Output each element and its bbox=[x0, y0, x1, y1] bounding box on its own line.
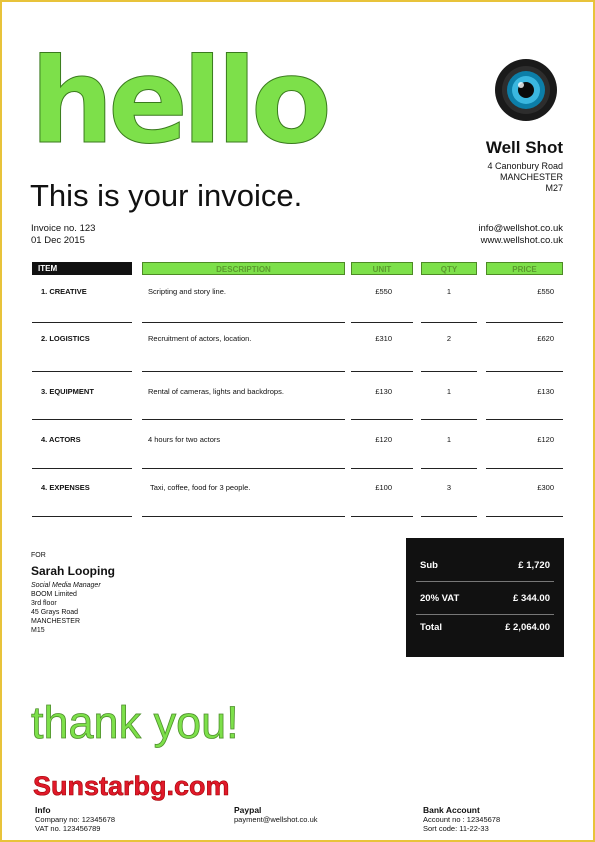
row-divider bbox=[486, 371, 563, 372]
footer-paypal-heading: Paypal bbox=[234, 805, 262, 815]
row-item: 4. EXPENSES bbox=[41, 483, 90, 492]
company-address-line: 4 Canonbury Road bbox=[487, 161, 563, 171]
invoice-number: Invoice no. 123 bbox=[31, 223, 96, 234]
row-unit: £130 bbox=[375, 387, 392, 396]
row-price: £620 bbox=[537, 334, 554, 343]
header-unit: UNIT bbox=[351, 262, 413, 275]
row-qty: 1 bbox=[446, 387, 452, 396]
footer-bank bbox=[423, 806, 500, 833]
row-price: £120 bbox=[537, 435, 554, 444]
header-qty: QTY bbox=[421, 262, 477, 275]
row-divider bbox=[421, 322, 477, 323]
watermark: Sunstarbg.com bbox=[33, 771, 230, 801]
row-divider bbox=[351, 516, 413, 517]
company-contact bbox=[478, 223, 563, 247]
company-website[interactable]: www.wellshot.co.uk bbox=[480, 235, 563, 246]
row-divider bbox=[421, 419, 477, 420]
row-divider bbox=[486, 516, 563, 517]
company-address bbox=[486, 161, 563, 194]
footer-bank-heading: Bank Account bbox=[423, 805, 480, 815]
footer-bank-line: Sort code: 11-22-33 bbox=[423, 824, 489, 833]
row-divider bbox=[421, 468, 477, 469]
row-description: 4 hours for two actors bbox=[148, 435, 221, 444]
client-address-line: MANCHESTER bbox=[31, 618, 81, 625]
row-divider bbox=[142, 516, 345, 517]
header-description: DESCRIPTION bbox=[142, 262, 345, 275]
footer-info bbox=[35, 806, 115, 833]
row-divider bbox=[32, 322, 132, 323]
row-description: Rental of cameras, lights and backdrops. bbox=[148, 387, 284, 396]
footer-info-heading: Info bbox=[35, 805, 51, 815]
invoice-subtitle: This is your invoice. bbox=[30, 178, 303, 213]
row-qty: 1 bbox=[446, 435, 452, 444]
row-divider bbox=[142, 468, 345, 469]
client-address-line: BOOM Limited bbox=[31, 591, 77, 598]
client-name: Sarah Looping bbox=[31, 564, 115, 578]
row-divider bbox=[351, 468, 413, 469]
subtotal-label: Sub bbox=[420, 560, 438, 571]
row-qty: 3 bbox=[446, 483, 452, 492]
totals-divider bbox=[416, 581, 554, 582]
vat-value: £ 344.00 bbox=[513, 593, 550, 604]
row-divider bbox=[351, 371, 413, 372]
row-item: 3. EQUIPMENT bbox=[41, 387, 94, 396]
row-description: Recruitment of actors, location. bbox=[148, 334, 252, 343]
row-qty: 2 bbox=[446, 334, 452, 343]
camera-lens-icon bbox=[494, 58, 558, 122]
row-divider bbox=[32, 516, 132, 517]
row-item: 4. ACTORS bbox=[41, 435, 81, 444]
row-divider bbox=[142, 419, 345, 420]
row-price: £300 bbox=[537, 483, 554, 492]
row-divider bbox=[142, 322, 345, 323]
client-address-line: 45 Grays Road bbox=[31, 609, 79, 616]
invoice-meta bbox=[31, 223, 95, 247]
company-address-line: M27 bbox=[545, 183, 563, 193]
row-divider bbox=[486, 419, 563, 420]
header-item: ITEM bbox=[32, 262, 132, 275]
client-block bbox=[31, 552, 115, 635]
subtotal-value: £ 1,720 bbox=[518, 560, 550, 571]
row-unit: £120 bbox=[375, 435, 392, 444]
vat-row bbox=[420, 593, 550, 604]
row-divider bbox=[351, 419, 413, 420]
footer-paypal bbox=[234, 806, 318, 824]
totals-divider bbox=[416, 614, 554, 615]
client-title: Social Media Manager bbox=[31, 582, 101, 589]
row-item: 2. LOGISTICS bbox=[41, 334, 90, 343]
row-unit: £550 bbox=[375, 287, 392, 296]
row-item: 1. CREATIVE bbox=[41, 287, 87, 296]
row-divider bbox=[351, 322, 413, 323]
row-price: £130 bbox=[537, 387, 554, 396]
for-label: FOR bbox=[31, 552, 46, 559]
row-qty: 1 bbox=[446, 287, 452, 296]
row-unit: £310 bbox=[375, 334, 392, 343]
total-label: Total bbox=[420, 622, 442, 633]
row-description: Scripting and story line. bbox=[148, 287, 226, 296]
footer-info-line: VAT no. 123456789 bbox=[35, 824, 101, 833]
row-divider bbox=[486, 322, 563, 323]
row-description: Taxi, coffee, food for 3 people. bbox=[150, 483, 251, 492]
total-row bbox=[420, 622, 550, 633]
row-price: £550 bbox=[537, 287, 554, 296]
row-divider bbox=[421, 516, 477, 517]
row-unit: £100 bbox=[375, 483, 392, 492]
row-divider bbox=[32, 468, 132, 469]
footer-bank-line: Account no : 12345678 bbox=[423, 815, 501, 824]
company-address-line: MANCHESTER bbox=[499, 172, 563, 182]
company-block bbox=[486, 138, 563, 194]
company-name: Well Shot bbox=[485, 138, 563, 157]
row-divider bbox=[142, 371, 345, 372]
subtotal-row bbox=[420, 560, 550, 571]
client-address-line: 3rd floor bbox=[31, 600, 57, 607]
invoice-date: 01 Dec 2015 bbox=[31, 235, 85, 246]
row-divider bbox=[486, 468, 563, 469]
header-price: PRICE bbox=[486, 262, 563, 275]
thank-you-text: thank you! bbox=[31, 697, 239, 748]
footer-paypal-email[interactable]: payment@wellshot.co.uk bbox=[234, 815, 318, 824]
row-divider bbox=[32, 371, 132, 372]
total-value: £ 2,064.00 bbox=[505, 622, 550, 633]
client-address-line: M15 bbox=[31, 627, 45, 634]
footer-info-line: Company no: 12345678 bbox=[35, 815, 116, 824]
hello-heading: hello bbox=[30, 32, 326, 170]
row-divider bbox=[421, 371, 477, 372]
totals-box bbox=[406, 538, 564, 657]
company-email[interactable]: info@wellshot.co.uk bbox=[478, 223, 563, 234]
row-divider bbox=[32, 419, 132, 420]
vat-label: 20% VAT bbox=[420, 593, 460, 604]
